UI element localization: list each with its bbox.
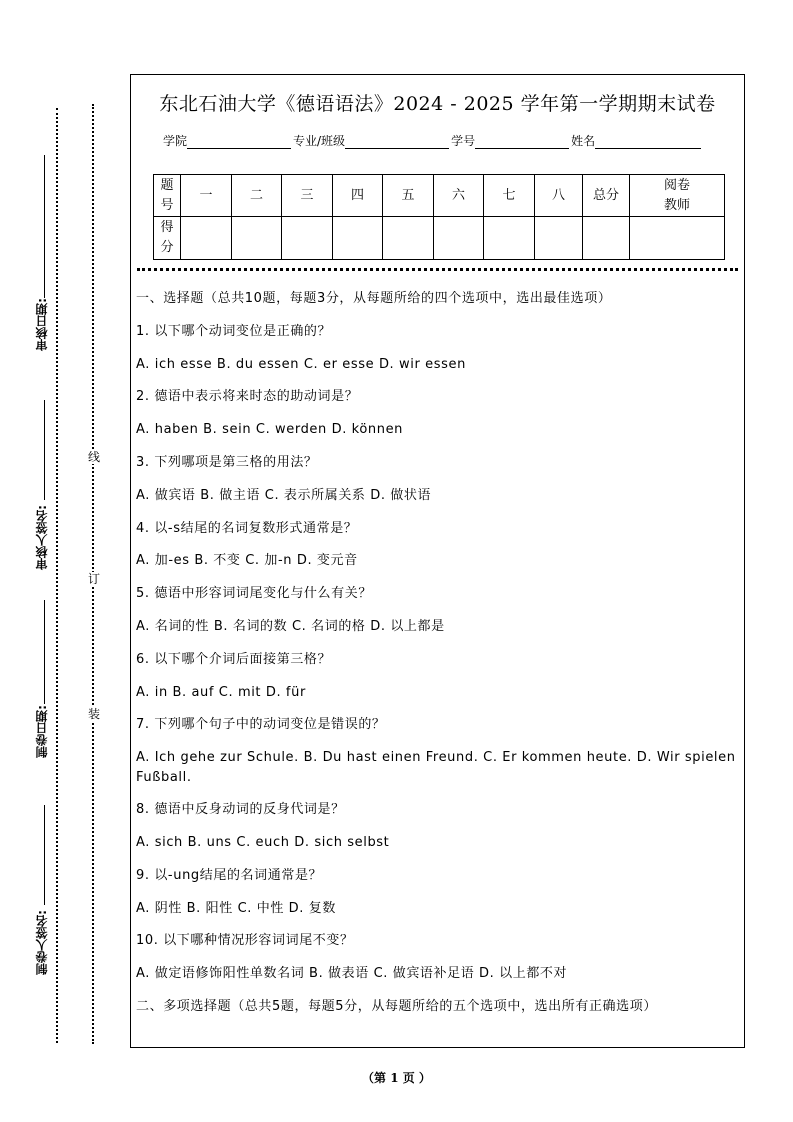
question: 3. 下列哪项是第三格的用法？ bbox=[136, 454, 318, 470]
col-2: 二 bbox=[232, 175, 282, 217]
score-table-score-row bbox=[154, 217, 725, 260]
page-number: （第 1 页 ） bbox=[362, 1071, 431, 1085]
answer-options: A. Ich gehe zur Schule. B. Du hast einen Freund. C. Er kommen heute. D. Wir spielen Fußball. bbox=[136, 750, 736, 786]
question: 9. 以-ung结尾的名词通常是？ bbox=[136, 867, 323, 883]
college-field[interactable] bbox=[187, 136, 291, 149]
question-content bbox=[136, 289, 738, 1029]
score-table bbox=[153, 174, 725, 260]
question: 10. 以下哪种情况形容词词尾不变？ bbox=[136, 933, 354, 949]
major-field[interactable] bbox=[345, 136, 449, 149]
binding-char-staple: 订 bbox=[88, 572, 101, 586]
student-id-field[interactable] bbox=[475, 136, 569, 149]
question-number-label: 题号 bbox=[154, 175, 181, 217]
answer-options: A. haben B. sein C. werden D. können bbox=[136, 422, 404, 438]
maker-sign-label: 制卷人签名: bbox=[35, 910, 49, 975]
exam-frame bbox=[130, 74, 745, 1048]
col-4: 四 bbox=[333, 175, 383, 217]
dotted-separator bbox=[137, 268, 738, 271]
binding-char-line: 线 bbox=[88, 450, 101, 464]
section2-heading: 二、多项选择题（总共5题，每题5分，从每题所给的五个选项中，选出所有正确选项） bbox=[136, 998, 657, 1014]
question: 4. 以-s结尾的名词复数形式通常是？ bbox=[136, 520, 358, 536]
answer-options: A. 加-es B. 不变 C. 加-n D. 变元音 bbox=[136, 553, 358, 569]
question: 6. 以下哪个介词后面接第三格？ bbox=[136, 651, 332, 667]
name-label: 姓名 bbox=[571, 134, 596, 148]
score-cell[interactable] bbox=[333, 217, 383, 260]
score-cell[interactable] bbox=[383, 217, 434, 260]
review-date-label: 审核日期: bbox=[35, 298, 49, 351]
score-cell[interactable] bbox=[181, 217, 232, 260]
col-7: 七 bbox=[484, 175, 535, 217]
student-id-label: 学号 bbox=[451, 134, 476, 148]
score-cell[interactable] bbox=[583, 217, 630, 260]
maker-date-label: 制卷日期: bbox=[35, 705, 49, 758]
score-cell[interactable] bbox=[232, 217, 282, 260]
review-date-line bbox=[44, 155, 45, 298]
score-cell[interactable] bbox=[484, 217, 535, 260]
binding-margin bbox=[0, 0, 130, 1122]
outer-dotted-line bbox=[56, 108, 58, 1043]
section1-heading: 一、选择题（总共10题，每题3分，从每题所给的四个选项中，选出最佳选项） bbox=[136, 291, 612, 306]
answer-options: A. 做定语修饰阳性单数名词 B. 做表语 C. 做宾语补足语 D. 以上都不对 bbox=[136, 966, 568, 982]
exam-title: 东北石油大学《德语语法》2024 - 2025 学年第一学期期末试卷 bbox=[159, 93, 716, 115]
col-8: 八 bbox=[535, 175, 583, 217]
answer-options: A. in B. auf C. mit D. für bbox=[136, 684, 306, 700]
answer-options: A. ich esse B. du essen C. er esse D. wir essen bbox=[136, 356, 466, 372]
question: 5. 德语中形容词词尾变化与什么有关？ bbox=[136, 586, 372, 602]
maker-sign-line bbox=[44, 805, 45, 905]
question: 8. 德语中反身动词的反身代词是？ bbox=[136, 802, 345, 818]
score-label: 得分 bbox=[154, 217, 181, 260]
col-3: 三 bbox=[282, 175, 333, 217]
score-cell[interactable] bbox=[434, 217, 484, 260]
answer-options: A. 阴性 B. 阳性 C. 中性 D. 复数 bbox=[136, 900, 336, 916]
grader-cell[interactable] bbox=[630, 217, 725, 260]
answer-options: A. 名词的性 B. 名词的数 C. 名词的格 D. 以上都是 bbox=[136, 618, 445, 634]
score-table-header-row bbox=[154, 175, 725, 217]
major-label: 专业/班级 bbox=[293, 134, 346, 148]
score-cell[interactable] bbox=[535, 217, 583, 260]
maker-date-line bbox=[44, 600, 45, 704]
reviewer-sign-line bbox=[44, 400, 45, 500]
question: 2. 德语中表示将来时态的助动词是？ bbox=[136, 389, 359, 405]
grader-label: 阅卷教师 bbox=[630, 175, 725, 217]
col-5: 五 bbox=[383, 175, 434, 217]
col-total: 总分 bbox=[583, 175, 630, 217]
answer-options: A. sich B. uns C. euch D. sich selbst bbox=[136, 834, 390, 850]
binding-char-fold: 装 bbox=[88, 707, 101, 721]
col-6: 六 bbox=[434, 175, 484, 217]
question: 1. 以下哪个动词变位是正确的？ bbox=[136, 323, 332, 339]
score-cell[interactable] bbox=[282, 217, 333, 260]
name-field[interactable] bbox=[595, 136, 701, 149]
college-label: 学院 bbox=[163, 134, 188, 148]
question: 7. 下列哪个句子中的动词变位是错误的？ bbox=[136, 717, 386, 733]
answer-options: A. 做宾语 B. 做主语 C. 表示所属关系 D. 做状语 bbox=[136, 487, 432, 503]
student-info-row bbox=[163, 132, 703, 149]
reviewer-sign-label: 审核人签名: bbox=[35, 505, 49, 570]
col-1: 一 bbox=[181, 175, 232, 217]
